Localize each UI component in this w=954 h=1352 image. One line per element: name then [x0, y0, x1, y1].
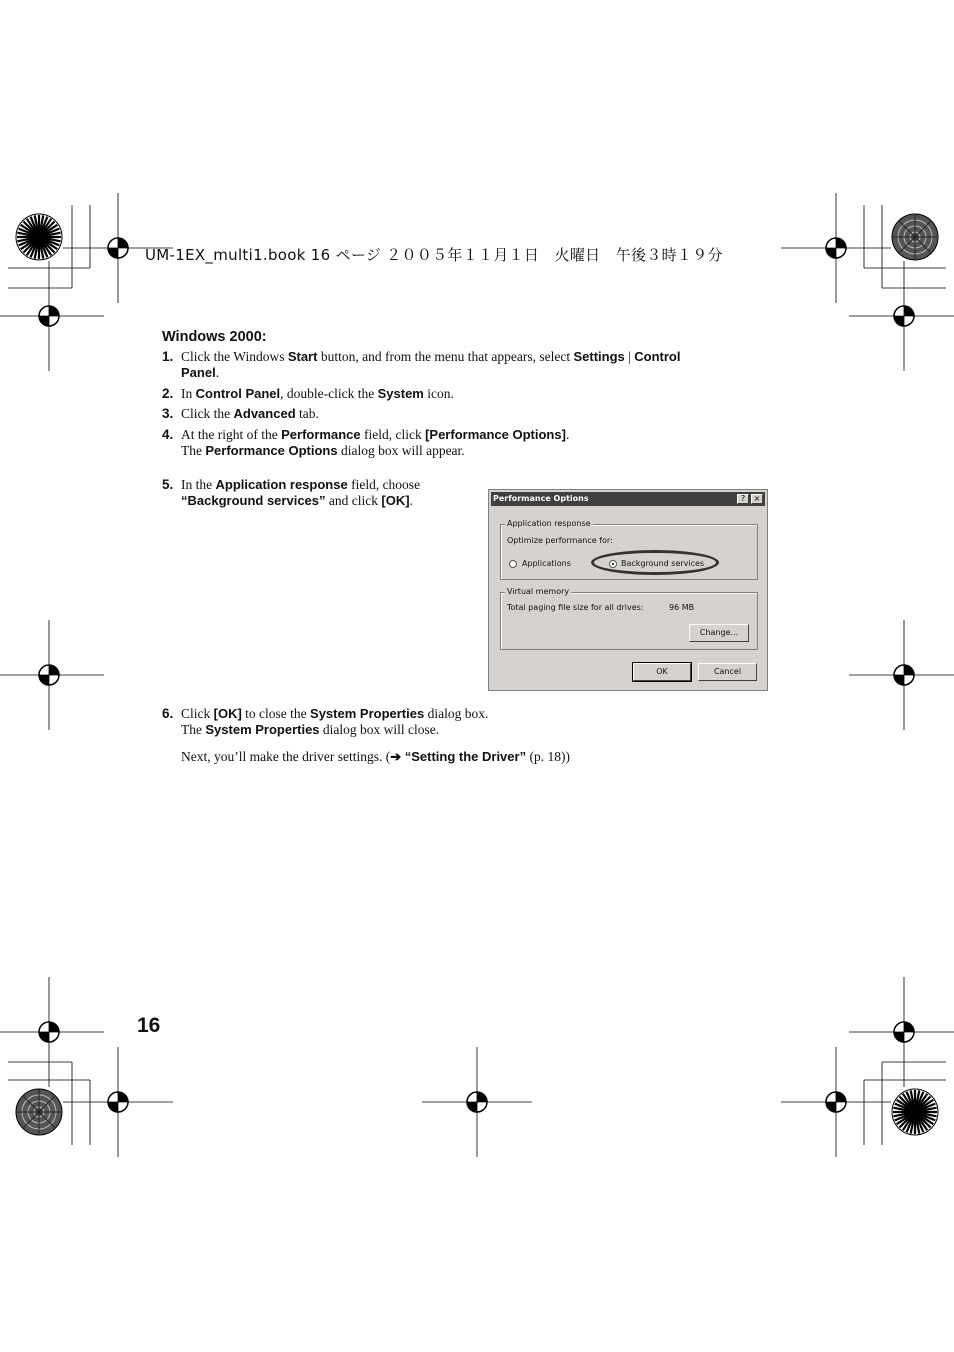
step-number: 2.: [162, 386, 174, 401]
step-number: 3.: [162, 406, 174, 421]
step-text: At the right of the Performance field, click [Performance Options]. The Performance Options dialog box will appear.: [181, 427, 570, 458]
group-legend: Application response: [507, 519, 591, 528]
step-number: 6.: [162, 706, 174, 721]
paging-size-value: 96 MB: [669, 603, 695, 612]
step-text: In Control Panel, double-click the System icon.: [181, 386, 454, 401]
step-text: Click [OK] to close the System Properties dialog box. The System Properties dialog box will close.: [181, 706, 489, 737]
ok-button[interactable]: OK: [633, 663, 691, 681]
radio-applications[interactable]: [509, 560, 517, 568]
step-text: Click the Advanced tab.: [181, 406, 319, 421]
step-number: 1.: [162, 349, 174, 364]
page-number: 16: [137, 1014, 161, 1037]
group-legend: Virtual memory: [507, 587, 570, 596]
change-button[interactable]: Change...: [689, 624, 749, 642]
radio-background-label: Background services: [621, 559, 705, 568]
book-header: UM-1EX_multi1.book 16 ページ ２００５年１１月１日 火曜日 午後３時１９分: [145, 246, 723, 264]
close-icon[interactable]: ×: [751, 494, 763, 504]
cross-reference-link[interactable]: “Setting the Driver”: [401, 749, 527, 764]
cancel-button[interactable]: Cancel: [698, 663, 757, 681]
step-number: 5.: [162, 477, 174, 492]
step-number: 4.: [162, 427, 174, 442]
virtual-memory-group: [500, 587, 758, 650]
step-text: Click the Windows Start button, and from the menu that appears, select Settings | Control Panel.: [181, 349, 681, 380]
arrow-icon: ➔: [390, 749, 402, 764]
optimize-label: Optimize performance for:: [507, 536, 613, 545]
paging-size-label: Total paging file size for all drives:: [507, 603, 644, 612]
performance-options-dialog: [488, 489, 768, 691]
dialog-title: Performance Options: [493, 494, 589, 503]
dialog-titlebar: [491, 492, 765, 506]
section-title: Windows 2000:: [162, 329, 267, 345]
help-icon[interactable]: ?: [737, 494, 749, 504]
next-text: Next, you’ll make the driver settings. (➔ “Setting the Driver” (p. 18)): [181, 749, 570, 764]
step-text: In the Application response field, choose “Background services” and click [OK].: [181, 477, 421, 508]
radio-applications-label: Applications: [522, 559, 571, 568]
highlight-ellipse: [591, 550, 719, 575]
